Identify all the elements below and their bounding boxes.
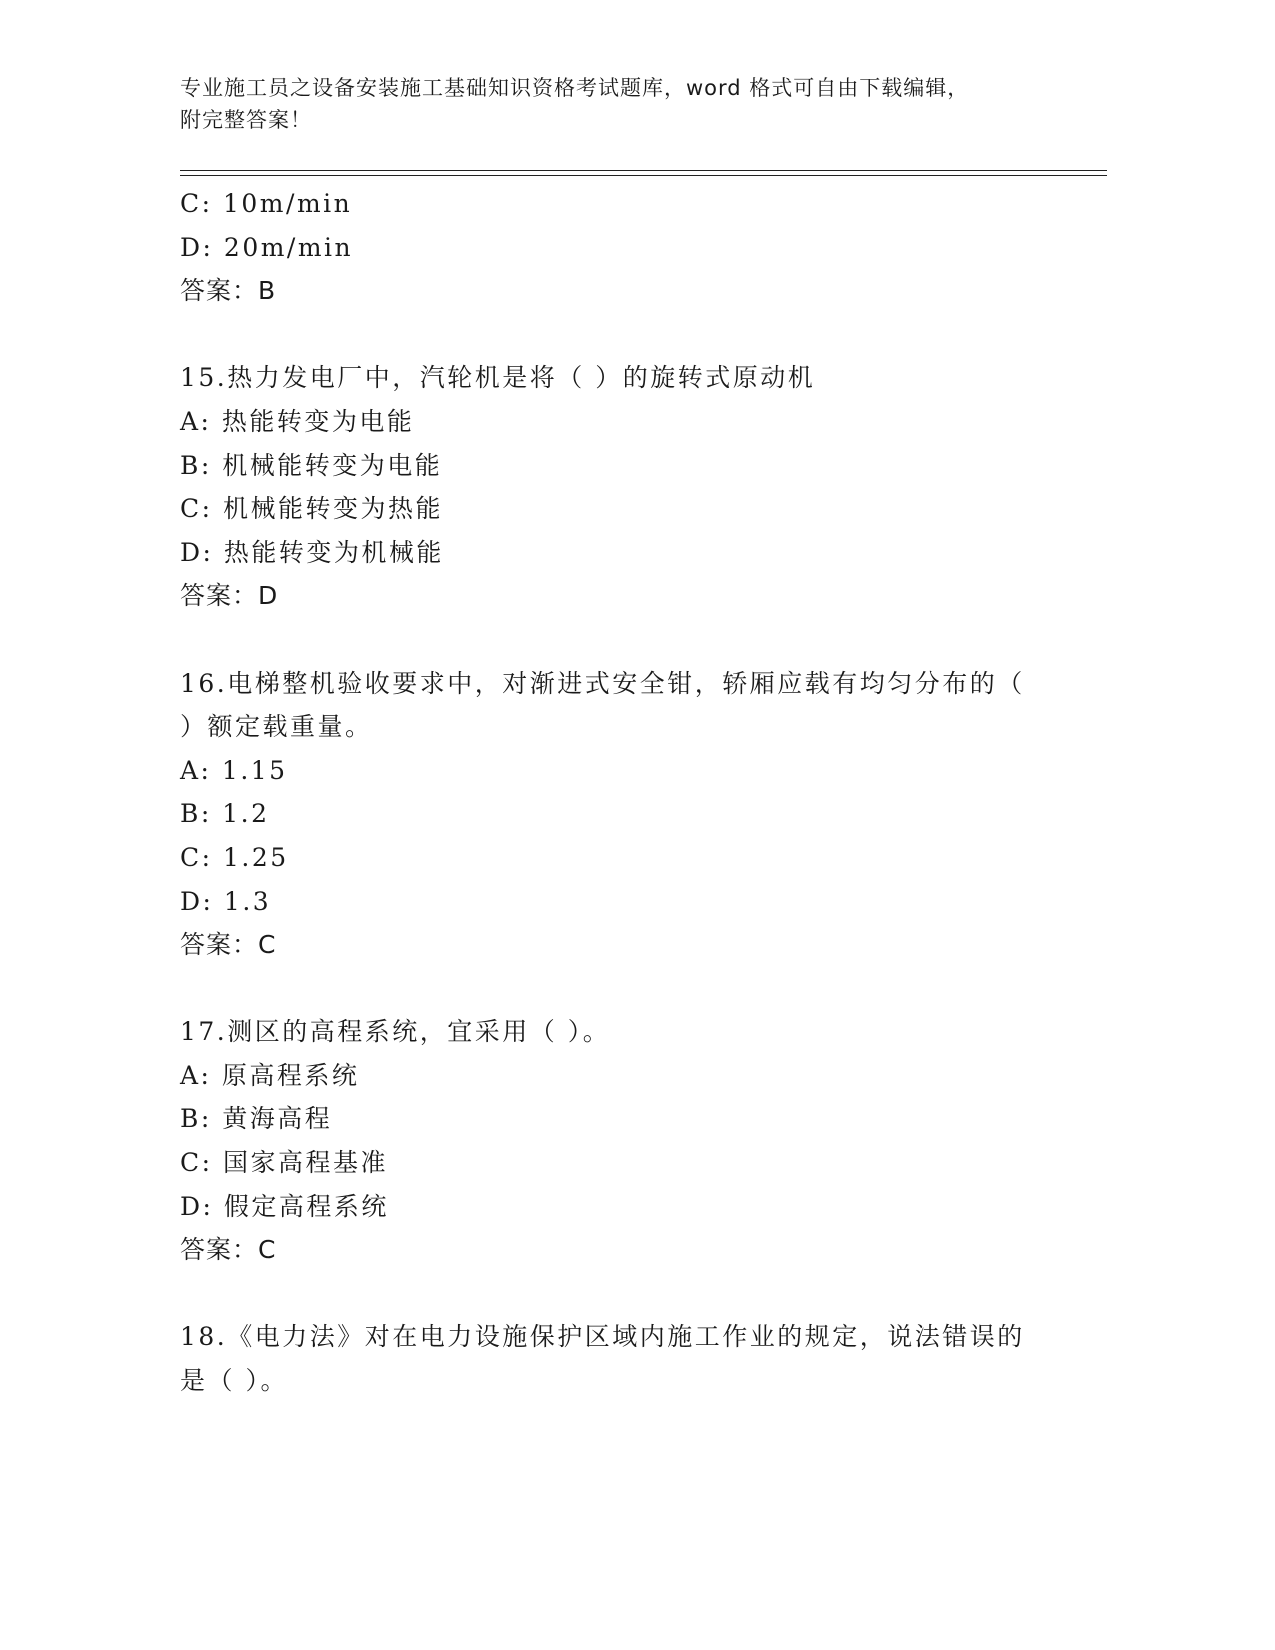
question-14-continuation xyxy=(180,182,1040,313)
spacer xyxy=(180,967,1040,1011)
answer: 答案：D xyxy=(180,581,279,611)
spacer xyxy=(180,313,1040,357)
question-17 xyxy=(180,1010,1040,1272)
option-c: C: 国家高程基准 xyxy=(180,1148,388,1178)
option-a: A: 热能转变为电能 xyxy=(180,406,415,436)
option-c: C: 10m/min xyxy=(180,189,353,218)
option-d: D: 20m/min xyxy=(180,232,354,262)
option-d: D: 假定高程系统 xyxy=(180,1191,389,1221)
question-list xyxy=(180,182,1040,1403)
option-c: C: 机械能转变为热能 xyxy=(180,494,443,524)
question-16 xyxy=(180,662,1040,967)
answer: 答案：B xyxy=(180,276,277,306)
header-line-1: 专业施工员之设备安装施工基础知识资格考试题库，word 格式可自由下载编辑， xyxy=(180,76,970,100)
option-b: B: 黄海高程 xyxy=(180,1104,333,1134)
question-text-cont: 是（ ）。 xyxy=(180,1366,288,1396)
question-text: 17.测区的高程系统，宜采用（ ）。 xyxy=(180,1017,611,1047)
answer: 答案：C xyxy=(180,1235,277,1265)
header-rule-top xyxy=(180,170,1107,171)
question-15 xyxy=(180,356,1040,618)
spacer xyxy=(180,618,1040,662)
option-d: D: 热能转变为机械能 xyxy=(180,537,444,567)
question-text: 16.电梯整机验收要求中，对渐进式安全钳，轿厢应载有均匀分布的（ xyxy=(180,668,1025,698)
answer: 答案：C xyxy=(180,930,277,960)
option-a: A: 1.15 xyxy=(180,755,288,785)
option-b: B: 机械能转变为电能 xyxy=(180,450,443,480)
document-header xyxy=(180,72,1040,136)
option-b: B: 1.2 xyxy=(180,799,270,829)
header-rule-bottom xyxy=(180,175,1107,176)
question-text: 18.《电力法》对在电力设施保护区域内施工作业的规定，说法错误的 xyxy=(180,1322,1025,1352)
spacer xyxy=(180,1272,1040,1316)
option-c: C: 1.25 xyxy=(180,842,289,872)
question-text-cont: ）额定载重量。 xyxy=(180,712,373,742)
option-d: D: 1.3 xyxy=(180,886,272,916)
question-18 xyxy=(180,1315,1040,1402)
option-a: A: 原高程系统 xyxy=(180,1060,360,1090)
question-text: 15.热力发电厂中，汽轮机是将（ ）的旋转式原动机 xyxy=(180,363,816,393)
header-line-2: 附完整答案！ xyxy=(180,108,312,132)
